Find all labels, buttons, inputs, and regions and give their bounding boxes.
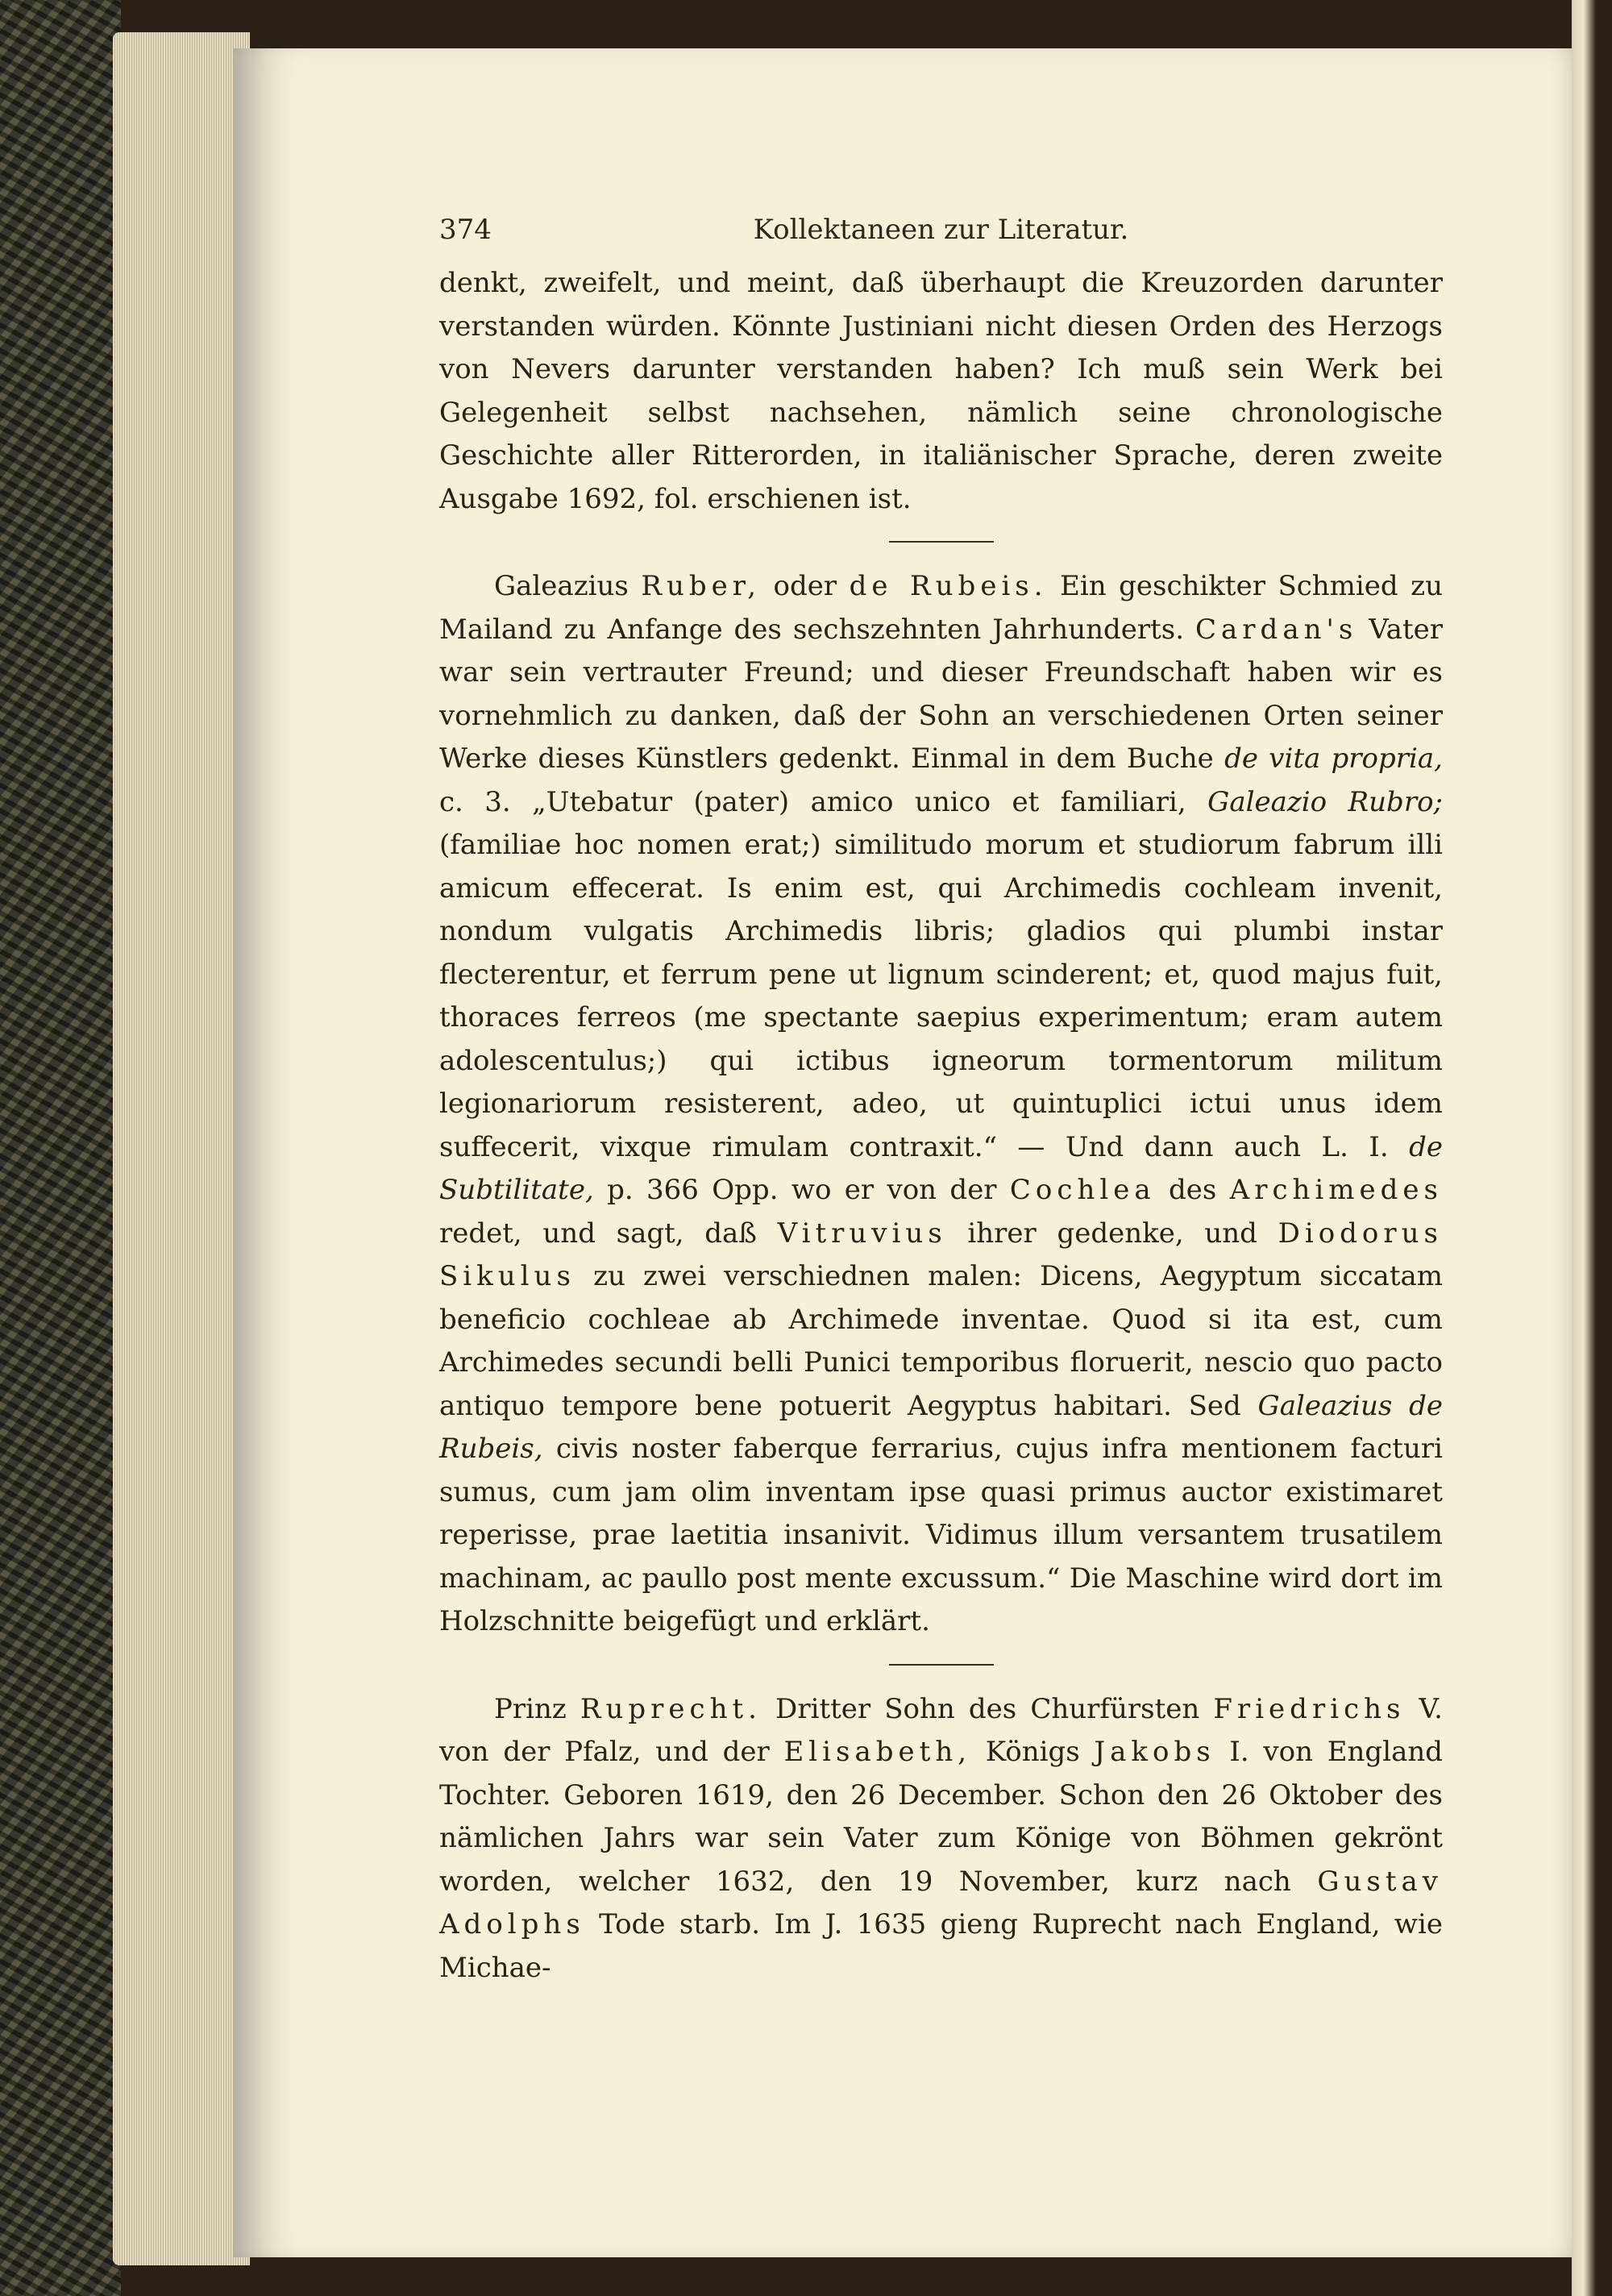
entry-text: Vater war sein vertrauter Freund; und dieser Freundschaft haben wir es vornehmlich zu danken, daß der Sohn an verschiedenen Orten seiner Werke dieses Künstlers gedenkt. Einmal in dem Buche bbox=[439, 613, 1443, 775]
entry-name: Ruprecht. bbox=[580, 1692, 762, 1725]
name-jakobs: Jakobs bbox=[1094, 1736, 1215, 1768]
entry-text: p. 366 Opp. wo er von der bbox=[593, 1174, 1010, 1206]
page-number: 374 bbox=[439, 214, 492, 246]
entry-text: redet, und sagt, daß bbox=[439, 1217, 778, 1250]
name-galeazius: Galeazius de Rubeis, bbox=[439, 1389, 1443, 1465]
entry-text: Königs bbox=[971, 1736, 1095, 1768]
name-vitruvius: Vitruvius bbox=[777, 1217, 947, 1250]
book-title: de Subtilitate, bbox=[439, 1130, 1443, 1206]
latin-quote: c. 3. „Utebatur (pater) amico unico et familiari, bbox=[439, 785, 1208, 818]
paragraph-1-text: denkt, zweifelt, und meint, daß überhaupt die Kreuzorden darunter verstanden würden. Könnte Justiniani nicht diesen Orden des Herzogs von Nevers darunter verstanden haben? Ich muß sein Werk bei Gelegenheit selbst nachsehen, nämlich seine chronologische Geschichte aller Ritterorden, in italiänischer Sprache, deren zweite Ausgabe 1692, fol. erschienen ist. bbox=[439, 267, 1443, 515]
name-friedrich: Friedrichs bbox=[1213, 1692, 1406, 1725]
entry-galeazius bbox=[439, 565, 1443, 1644]
entry-text: I. von England Tochter. Geboren 1619, den 26 December. Schon den 26 Oktober des nämlichen Jahrs war sein Vater zum Könige von Böhmen gekrönt worden, welcher 1632, den 19 November, kurz nach bbox=[439, 1736, 1443, 1898]
latin-quote: civis noster faberque ferrarius, cujus infra mentionem facturi sumus, cum jam olim inventam ipse quasi primus auctor existimaret reperisse, prae laetitia insanivit. Vidimus illum versantem trusatilem machinam, ac paullo post mente excussum.“ Die Maschine wird dort im Holzschnitte beigefügt und erklärt. bbox=[439, 1433, 1443, 1637]
entry-text: Tode starb. Im J. 1635 gieng Ruprecht nach England, wie Michae- bbox=[439, 1908, 1443, 1984]
page-edges bbox=[113, 32, 250, 2265]
running-title: Kollektaneen zur Literatur. bbox=[753, 214, 1129, 246]
entry-text: des bbox=[1155, 1174, 1230, 1206]
name-diodorus: Diodorus Sikulus bbox=[439, 1217, 1443, 1292]
name-elisabeth: Elisabeth, bbox=[783, 1736, 972, 1768]
entry-text: Ein geschikter Schmied zu Mailand zu Anfange des sechszehnten Jahrhunderts. bbox=[439, 570, 1443, 646]
text-block bbox=[439, 262, 1443, 1990]
latin-quote: (familiae hoc nomen erat;) similitudo morum et studiorum fabrum illi amicum effecerat. Is enim est, qui Archimedis cochleam invenit, nondum vulgatis Archimedis libris; gladios qui plumbi instar flecterentur, et ferrum pene ut lignum scinderent; et, quod majus fuit, thoraces ferreos (me spectante saepius experimentum; eram autem adolescentulus;) qui ictibus igneorum tormentorum militum legionariorum resisterent, adeo, ut quintuplici ictui unus idem suffecerit, vixque rimulam contraxit.“ — Und dann auch L. I. bbox=[439, 829, 1443, 1163]
entry-text: ihrer gedenke, und bbox=[946, 1217, 1278, 1250]
name-cardan: Cardan's bbox=[1195, 613, 1358, 646]
entry-head: Prinz bbox=[494, 1692, 567, 1725]
section-divider bbox=[889, 541, 994, 543]
entry-head: Galeazius bbox=[494, 570, 629, 602]
running-head bbox=[439, 214, 1443, 246]
right-page-edge bbox=[1572, 0, 1612, 2296]
book-title: de vita propria, bbox=[1224, 742, 1443, 775]
name-archimedes: Archimedes bbox=[1229, 1174, 1443, 1206]
name-galeazio: Galeazio Rubro; bbox=[1207, 785, 1443, 818]
section-divider bbox=[889, 1664, 994, 1666]
entry-text: Dritter Sohn des Churfürsten bbox=[761, 1692, 1214, 1725]
paragraph-continued bbox=[439, 262, 1443, 521]
entry-text: V. von der Pfalz, und der bbox=[439, 1692, 1443, 1768]
entry-name: Ruber, bbox=[641, 570, 762, 602]
entry-ruprecht bbox=[439, 1688, 1443, 1990]
marbled-cover bbox=[0, 0, 121, 2296]
term-cochlea: Cochlea bbox=[1009, 1174, 1156, 1206]
latin-quote: zu zwei verschiednen malen: Dicens, Aegyptum siccatam beneficio cochleae ab Archimede inventae. Quod si ita est, cum Archimedes secundi belli Punici temporibus floruerit, nescio quo pacto antiquo tempore bene potuerit Aegyptus habitari. Sed bbox=[439, 1260, 1443, 1422]
entry-text: oder bbox=[761, 570, 850, 602]
name-gustav: Gustav Adolphs bbox=[439, 1865, 1443, 1940]
entry-name-alt: de Rubeis. bbox=[849, 570, 1048, 602]
